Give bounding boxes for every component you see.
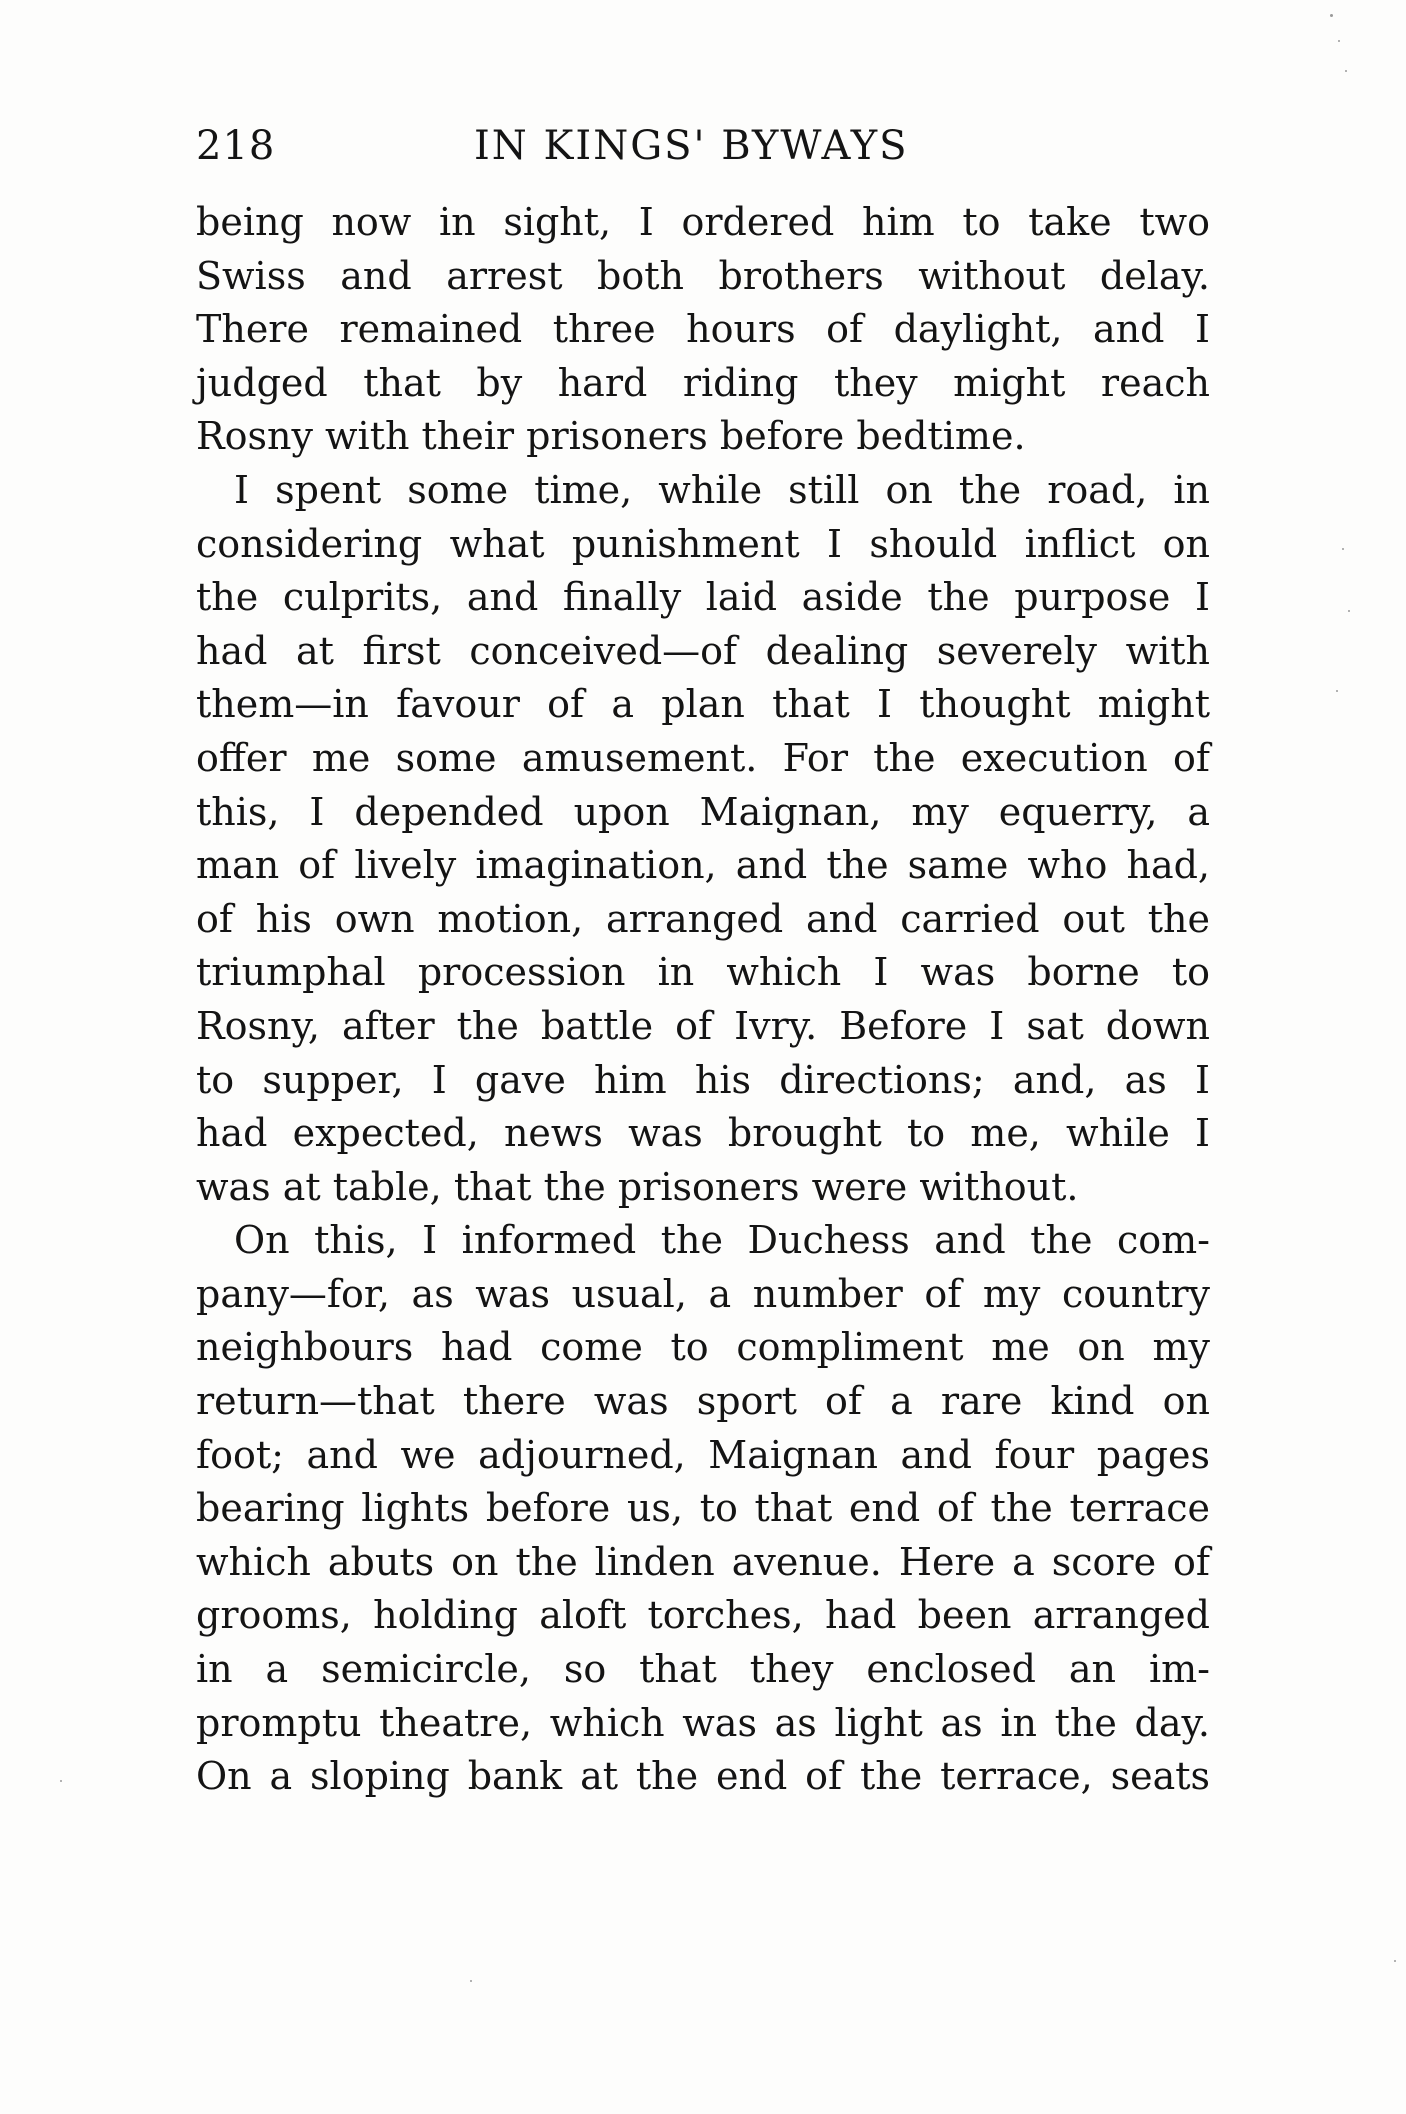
- body-text: [196, 196, 1210, 1804]
- text-line: bearing lights before us, to that end of the terrace: [196, 1486, 1210, 1531]
- text-line: triumphal procession in which I was borne to: [196, 950, 1210, 995]
- text-line: had expected, news was brought to me, while I: [196, 1111, 1210, 1156]
- scan-speck: [1345, 70, 1347, 72]
- scan-speck: [60, 1780, 62, 1782]
- scan-speck: [1342, 548, 1344, 550]
- text-line: There remained three hours of daylight, and I: [196, 307, 1210, 352]
- scan-speck: [1330, 14, 1333, 17]
- running-title: IN KINGS' BYWAYS: [474, 123, 909, 169]
- scan-speck: [1336, 690, 1338, 692]
- page-header: [196, 116, 1210, 176]
- text-line: this, I depended upon Maignan, my equerry, a: [196, 789, 1210, 834]
- text-line: On a sloping bank at the end of the terrace, seats: [196, 1754, 1210, 1799]
- text-line: On this, I informed the Duchess and the com-: [234, 1218, 1210, 1263]
- text-line: in a semicircle, so that they enclosed an im-: [196, 1647, 1210, 1692]
- text-line: Rosny, after the battle of Ivry. Before I sat down: [196, 1003, 1210, 1048]
- text-line: judged that by hard riding they might reach: [196, 360, 1210, 405]
- text-line: of his own motion, arranged and carried out the: [196, 896, 1210, 941]
- text-line: grooms, holding aloft torches, had been arranged: [196, 1593, 1210, 1638]
- scan-speck: [1338, 40, 1340, 42]
- text-line: was at table, that the prisoners were without.: [196, 1164, 1079, 1209]
- page-number: 218: [196, 123, 276, 169]
- text-line: which abuts on the linden avenue. Here a score of: [196, 1539, 1210, 1584]
- text-line: pany—for, as was usual, a number of my country: [196, 1271, 1210, 1316]
- text-line: being now in sight, I ordered him to take two: [196, 200, 1210, 244]
- text-line: the culprits, and finally laid aside the purpose I: [196, 575, 1210, 620]
- text-line: foot; and we adjourned, Maignan and four pages: [196, 1432, 1210, 1477]
- text-line: Swiss and arrest both brothers without delay.: [196, 253, 1210, 298]
- text-line: I spent some time, while still on the road, in: [234, 467, 1210, 512]
- text-line: neighbours had come to compliment me on my: [196, 1325, 1210, 1370]
- scan-speck: [470, 1980, 472, 1982]
- text-line: return—that there was sport of a rare kind on: [196, 1379, 1210, 1424]
- text-line: had at first conceived—of dealing severely with: [196, 628, 1210, 673]
- scan-speck: [1348, 610, 1350, 612]
- text-line: considering what punishment I should inflict on: [196, 521, 1210, 566]
- text-line: promptu theatre, which was as light as in the day.: [196, 1700, 1210, 1745]
- text-line: to supper, I gave him his directions; and, as I: [196, 1057, 1210, 1102]
- text-line: man of lively imagination, and the same who had,: [196, 843, 1210, 888]
- text-line: offer me some amusement. For the execution of: [196, 735, 1210, 780]
- text-line: them—in favour of a plan that I thought might: [196, 682, 1210, 727]
- text-line: Rosny with their prisoners before bedtime.: [196, 414, 1026, 459]
- scan-speck: [1394, 1960, 1396, 1962]
